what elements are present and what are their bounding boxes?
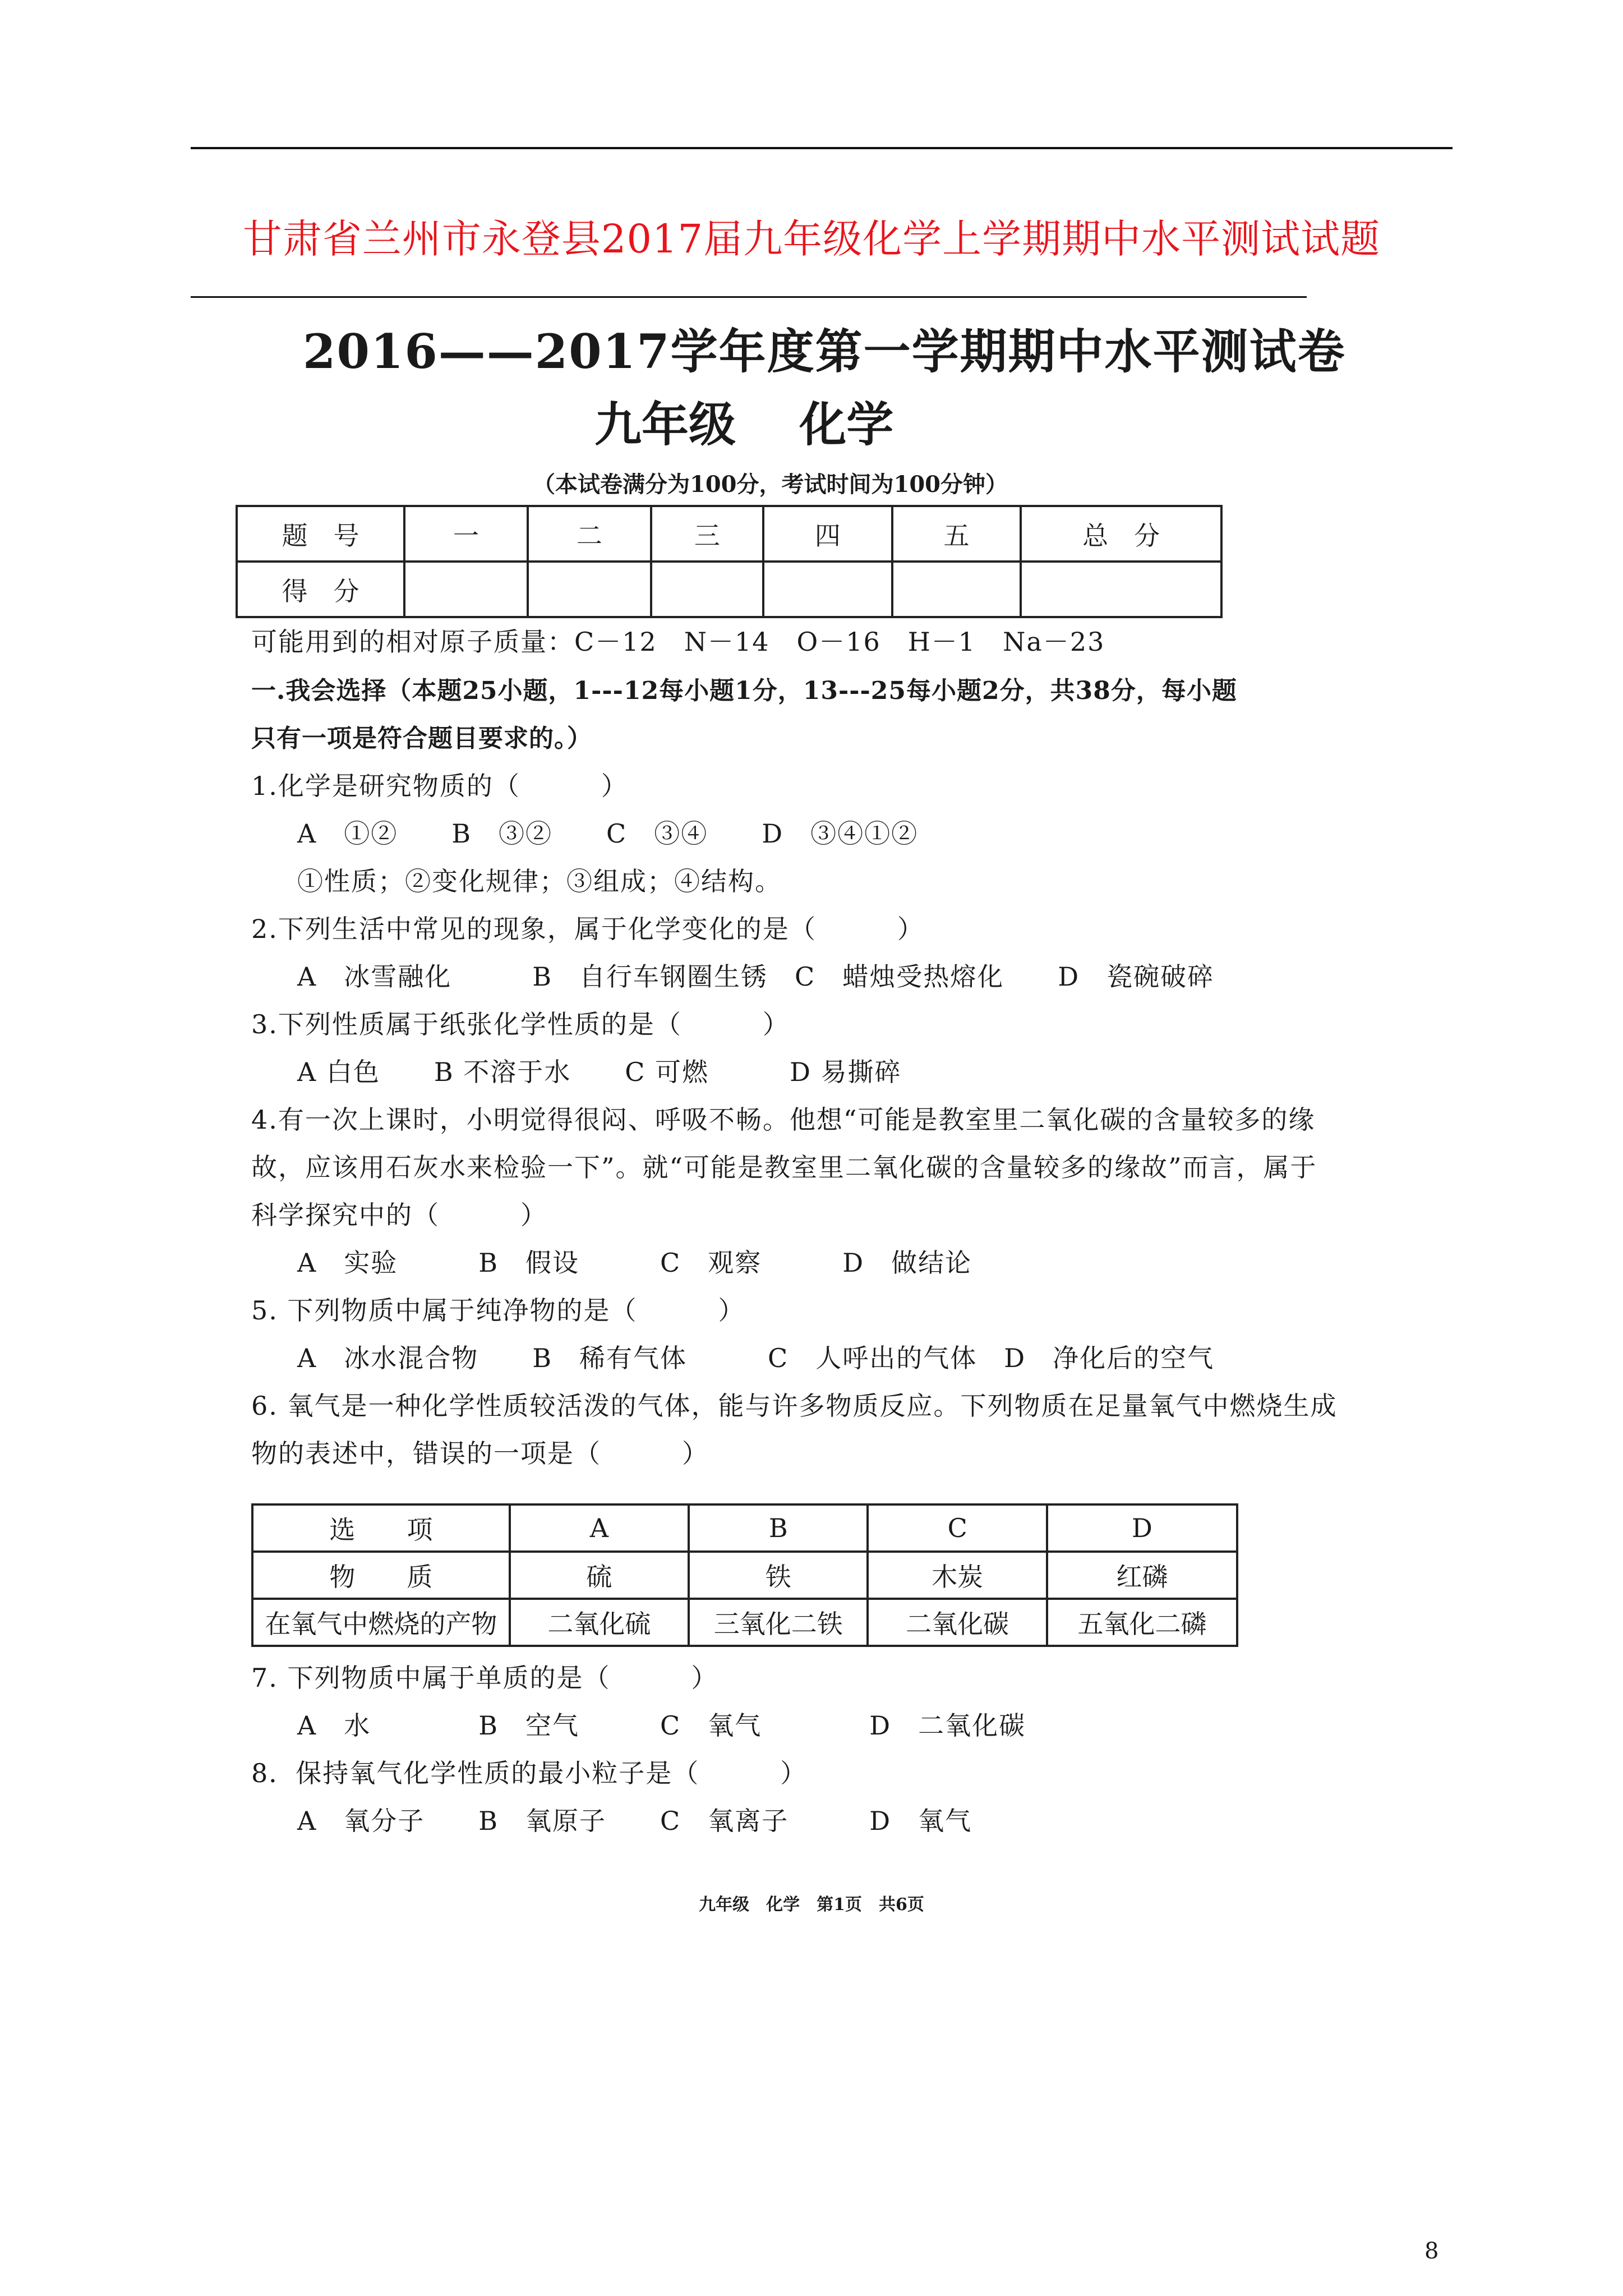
q1-options: A ①② B ③② C ③④ D ③④①② [297,818,919,849]
combustion-cell: 五氧化二磷 [1047,1599,1237,1646]
score-header-cell: 三 [651,506,763,562]
score-row-label: 得 分 [237,562,404,617]
q4-options: A 实验 B 假设 C 观察 D 做结论 [297,1248,972,1278]
exam-note: （本试卷满分为100分，考试时间为100分钟） [533,471,1008,498]
combustion-cell: B [689,1504,868,1552]
q1-stem: 1.化学是研究物质的（ ） [251,771,628,801]
combustion-cell: 在氧气中燃烧的产物 [252,1599,510,1646]
q5-options: A 冰水混合物 B 稀有气体 C 人呼出的气体 D 净化后的空气 [297,1343,1215,1373]
q7-options: A 水 B 空气 C 氧气 D 二氧化碳 [297,1710,1026,1741]
q4-line2: 故，应该用石灰水来检验一下”。就“可能是教室里二氧化碳的含量较多的缘故”而言，属于 [251,1152,1317,1182]
q4-line1: 4.有一次上课时，小明觉得很闷、呼吸不畅。他想“可能是教室里二氧化碳的含量较多的缘 [251,1105,1316,1135]
q6-line2: 物的表述中，错误的一项是（ ） [251,1438,709,1469]
score-cell[interactable] [404,562,528,617]
score-header-cell: 总 分 [1021,506,1221,562]
score-cell[interactable] [1021,562,1221,617]
score-cell[interactable] [892,562,1021,617]
combustion-cell: 二氧化硫 [510,1599,689,1646]
score-header-cell: 一 [404,506,528,562]
top-rule [191,147,1453,149]
combustion-cell: 硫 [510,1552,689,1599]
q7-stem: 7. 下列物质中属于单质的是（ ） [251,1663,718,1693]
q1-note: ①性质；②变化规律；③组成；④结构。 [297,866,782,896]
section1-heading-line1: 一.我会选择（本题25小题，1---12每小题1分，13---25每小题2分，共38分，每小题 [251,677,1237,705]
combustion-substance-row [252,1552,1237,1599]
q8-options: A 氧分子 B 氧原子 C 氧离子 D 氧气 [297,1806,972,1836]
q3-options: A 白色 B 不溶于水 C 可燃 D 易撕碎 [297,1057,902,1087]
combustion-cell: 三氧化二铁 [689,1599,868,1646]
score-cell[interactable] [651,562,763,617]
exam-subtitle: 九年级 化学 [594,397,894,452]
footer-page-info: 九年级 化学 第1页 共6页 [699,1895,924,1915]
combustion-table [251,1503,1238,1647]
combustion-cell: A [510,1504,689,1552]
exam-title: 2016——2017学年度第一学期期中水平测试卷 [303,324,1346,379]
combustion-cell: 红磷 [1047,1552,1237,1599]
q8-stem: 8．保持氧气化学性质的最小粒子是（ ） [251,1758,808,1788]
combustion-cell: 物 质 [252,1552,510,1599]
score-table-header-row [237,506,1221,562]
combustion-cell: 铁 [689,1552,868,1599]
combustion-cell: 选 项 [252,1504,510,1552]
q2-stem: 2.下列生活中常见的现象，属于化学变化的是（ ） [251,914,924,944]
q4-line3: 科学探究中的（ ） [251,1200,547,1230]
combustion-product-row [252,1599,1237,1646]
document-title: 甘肃省兰州市永登县2017届九年级化学上学期期中水平测试试题 [242,216,1381,262]
q3-stem: 3.下列性质属于纸张化学性质的是（ ） [251,1009,790,1039]
combustion-cell: D [1047,1504,1237,1552]
combustion-cell: 二氧化碳 [868,1599,1046,1646]
atomic-masses: 可能用到的相对原子质量：C－12 N－14 O－16 H－1 Na－23 [251,627,1105,657]
q5-stem: 5. 下列物质中属于纯净物的是（ ） [251,1295,745,1326]
score-table-score-row [237,562,1221,617]
score-cell[interactable] [528,562,651,617]
combustion-cell: 木炭 [868,1552,1046,1599]
q2-options: A 冰雪融化 B 自行车钢圈生锈 C 蜡烛受热熔化 D 瓷碗破碎 [297,961,1215,992]
combustion-header-row [252,1504,1237,1552]
score-table [236,505,1223,618]
score-header-cell: 四 [763,506,892,562]
score-header-cell: 题 号 [237,506,404,562]
score-header-cell: 二 [528,506,651,562]
q6-line1: 6. 氧气是一种化学性质较活泼的气体，能与许多物质反应。下列物质在足量氧气中燃烧生成 [251,1391,1338,1421]
combustion-cell: C [868,1504,1046,1552]
title-underline [191,296,1307,298]
score-header-cell: 五 [892,506,1021,562]
page-number: 8 [1424,2238,1439,2264]
section1-heading-line2: 只有一项是符合题目要求的。） [251,724,592,753]
score-cell[interactable] [763,562,892,617]
